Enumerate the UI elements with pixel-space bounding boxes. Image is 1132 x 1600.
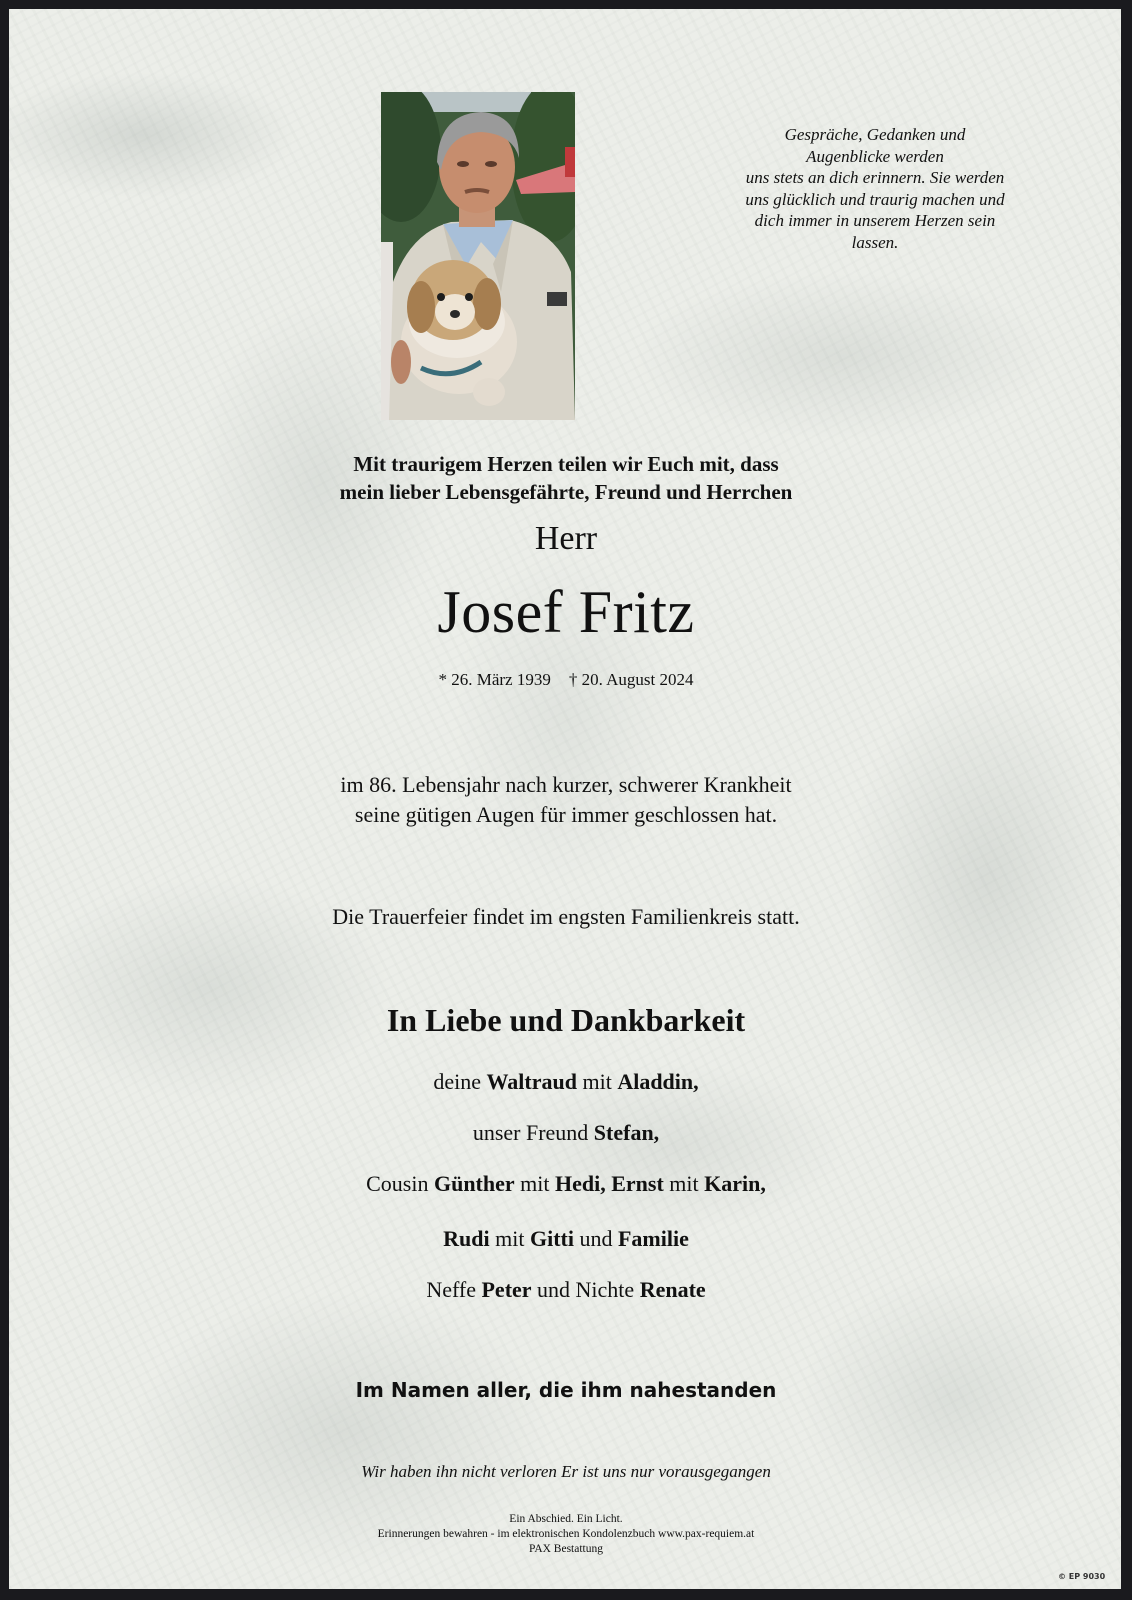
footer-line-1: Ein Abschied. Ein Licht.: [509, 1513, 623, 1525]
footer-line-3: PAX Bestattung: [528, 1543, 603, 1555]
deceased-name: Josef Fritz: [437, 579, 695, 645]
mourner-row-1: [0, 1069, 1132, 1095]
mourner-text: unser Freund: [472, 1120, 589, 1145]
mourner-name: Günther: [433, 1171, 515, 1196]
mourner-text: mit: [582, 1069, 612, 1094]
footer-line-2: Erinnerungen bewahren - im elektronischen Kondolenzbuch www.pax-requiem.at: [377, 1528, 755, 1540]
mourner-text: mit: [520, 1171, 550, 1196]
announcement-intro: [0, 450, 1132, 506]
memorial-quote: Gespräche, Gedanken und Augenblicke werden uns stets an dich erinnern. Sie werden uns glücklich und traurig machen und dich immer in unserem Herzen sein lassen.: [745, 125, 1005, 252]
copyright-mark: © EP 9030: [1058, 1572, 1106, 1581]
mourner-name: Familie: [617, 1226, 689, 1251]
mourner-text: und: [579, 1226, 613, 1251]
mourner-name: Karin,: [704, 1171, 766, 1196]
message-line-2: seine gütigen Augen für immer geschlossen hat.: [354, 802, 778, 827]
mourner-name: Peter: [481, 1277, 532, 1302]
death-message: [0, 770, 1132, 830]
mourner-text: Cousin: [366, 1171, 429, 1196]
mourner-text: mit: [495, 1226, 525, 1251]
mourner-name: Aladdin,: [617, 1069, 699, 1094]
death-date: † 20. August 2024: [568, 670, 694, 689]
mourner-text: mit: [669, 1171, 699, 1196]
mourner-name: Rudi: [443, 1226, 490, 1251]
mourner-row-3: [0, 1171, 1132, 1197]
mourner-row-2: [0, 1120, 1132, 1146]
intro-line-2: mein lieber Lebensgefährte, Freund und Herrchen: [339, 480, 793, 504]
mourner-name: Gitti: [529, 1226, 574, 1251]
portrait-illustration: [381, 92, 575, 420]
life-dates: [0, 670, 1132, 690]
mourner-name: Renate: [639, 1277, 706, 1302]
intro-line-1: Mit traurigem Herzen teilen wir Euch mit, dass: [353, 452, 779, 476]
mourner-name: Hedi, Ernst: [555, 1171, 664, 1196]
mourner-text: Neffe: [426, 1277, 476, 1302]
on-behalf-line: Im Namen aller, die ihm nahestanden: [355, 1378, 777, 1402]
mourner-text: deine: [433, 1069, 481, 1094]
message-line-1: im 86. Lebensjahr nach kurzer, schwerer Krankheit: [340, 772, 792, 797]
ceremony-notice: Die Trauerfeier findet im engsten Familienkreis statt.: [332, 904, 800, 929]
mourner-row-5: [0, 1277, 1132, 1303]
birth-date: * 26. März 1939: [438, 670, 551, 689]
portrait-photo: [381, 92, 575, 420]
mourner-text: und Nichte: [537, 1277, 635, 1302]
farewell-quote: Wir haben ihn nicht verloren Er ist uns nur vorausgegangen: [361, 1462, 771, 1481]
mourner-row-4: [0, 1226, 1132, 1252]
footer: [0, 1512, 1132, 1557]
mourner-name: Waltraud: [486, 1069, 577, 1094]
mourner-name: Stefan,: [593, 1120, 660, 1145]
salutation: Herr: [534, 520, 598, 557]
closing-heading: In Liebe und Dankbarkeit: [386, 1002, 746, 1038]
